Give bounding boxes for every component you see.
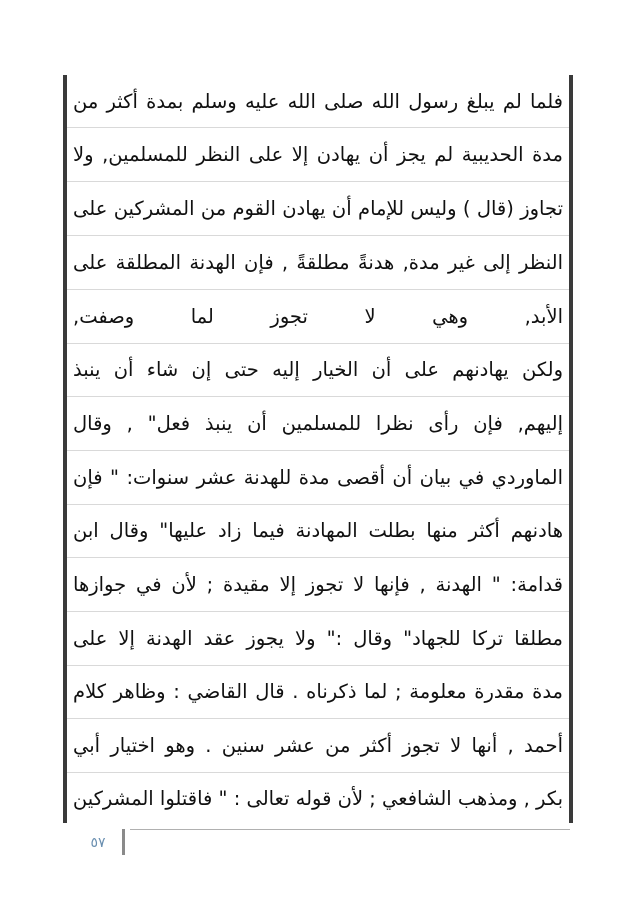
text-line: مطلقا تركا للجهاد" وقال :" ولا يجوز عقد الهدنة إلا على: [73, 627, 563, 650]
right-border: [569, 75, 573, 823]
text-line: مدة الحديبية لم يجز أن يهادن إلا على النظر للمسلمين, ولا: [73, 143, 563, 166]
text-line: الماوردي في بيان أن أقصى مدة للهدنة عشر سنوات: " فإن: [73, 466, 563, 489]
footer-rule: [130, 829, 570, 830]
left-border: [63, 75, 67, 823]
text-line: ولكن يهادنهم على أن الخيار إليه حتى إن شاء أن ينبذ: [73, 358, 563, 381]
page-number: ٥٧: [90, 835, 106, 851]
text-line: فلما لم يبلغ رسول الله صلى الله عليه وسلم بمدة أكثر من: [73, 90, 563, 113]
footer-divider: [122, 829, 125, 855]
text-line: هادنهم أكثر منها بطلت المهادنة فيما زاد عليها" وقال ابن: [73, 519, 563, 542]
text-line: أحمد , أنها لا تجوز أكثر من عشر سنين . وهو اختيار أبي: [73, 734, 563, 757]
text-line: النظر إلى غير مدة, هدنةً مطلقةً , فإن الهدنة المطلقة على: [73, 251, 563, 274]
text-line: بكر , ومذهب الشافعي ; لأن قوله تعالى : " فاقتلوا المشركين: [73, 787, 563, 810]
text-line: إليهم, فإن رأى نظرا للمسلمين أن ينبذ فعل" , وقال: [73, 412, 563, 435]
text-line: تجاوز (قال ) وليس للإمام أن يهادن القوم من المشركين على: [73, 197, 563, 220]
text-line: مدة مقدرة معلومة ; لما ذكرناه . قال القاضي : وظاهر كلام: [73, 680, 563, 703]
page-frame: [63, 75, 573, 823]
text-line: الأبد, وهي لا تجوز لما وصفت,: [73, 305, 563, 328]
text-line: قدامة: " الهدنة , فإنها لا تجوز إلا مقيدة ; لأن في جوازها: [73, 573, 563, 596]
